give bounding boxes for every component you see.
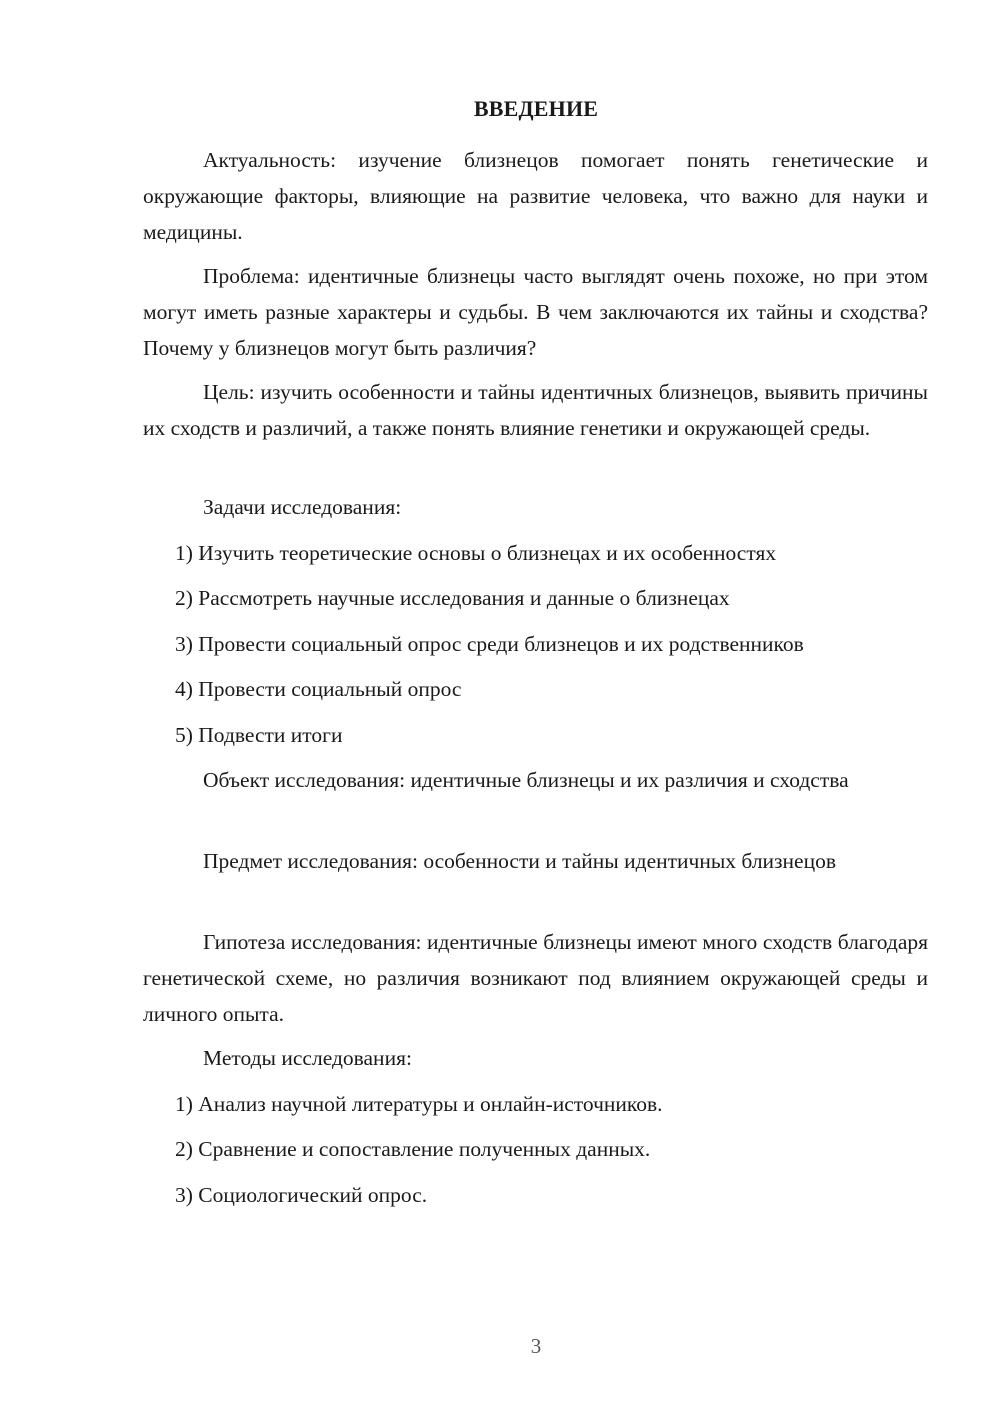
method-item: 3) Социологический опрос. bbox=[175, 1183, 428, 1207]
object-paragraph: Объект исследования: идентичные близнецы и их различия и сходства bbox=[203, 768, 849, 792]
task-item: 4) Провести социальный опрос bbox=[175, 677, 462, 701]
page-number: 3 bbox=[530, 1334, 542, 1358]
task-item: 3) Провести социальный опрос среди близнецов и их родственников bbox=[175, 632, 804, 656]
goal-paragraph: Цель: изучить особенности и тайны идентичных близнецов, выявить причины их сходств и различий, а также понять влияние генетики и окружающей среды. bbox=[143, 380, 928, 440]
subject-paragraph: Предмет исследования: особенности и тайны идентичных близнецов bbox=[203, 849, 837, 873]
method-item: 2) Сравнение и сопоставление полученных данных. bbox=[175, 1137, 651, 1161]
page-title: ВВЕДЕНИЕ bbox=[473, 96, 599, 121]
problem-paragraph: Проблема: идентичные близнецы часто выглядят очень похоже, но при этом могут иметь разные характеры и судьбы. В чем заключаются их тайны и сходства? Почему у близнецов могут быть различия? bbox=[143, 264, 928, 360]
methods-heading: Методы исследования: bbox=[203, 1046, 412, 1070]
tasks-heading: Задачи исследования: bbox=[203, 495, 402, 519]
task-item: 1) Изучить теоретические основы о близнецах и их особенностях bbox=[175, 541, 777, 565]
method-item: 1) Анализ научной литературы и онлайн-источников. bbox=[175, 1092, 663, 1116]
task-item: 2) Рассмотреть научные исследования и данные о близнецах bbox=[175, 586, 730, 610]
task-item: 5) Подвести итоги bbox=[175, 723, 343, 747]
relevance-paragraph: Актуальность: изучение близнецов помогает понять генетические и окружающие факторы, влияющие на развитие человека, что важно для науки и медицины. bbox=[143, 148, 928, 244]
hypothesis-paragraph: Гипотеза исследования: идентичные близнецы имеют много сходств благодаря генетической схеме, но различия возникают под влиянием окружающей среды и личного опыта. bbox=[143, 930, 928, 1026]
